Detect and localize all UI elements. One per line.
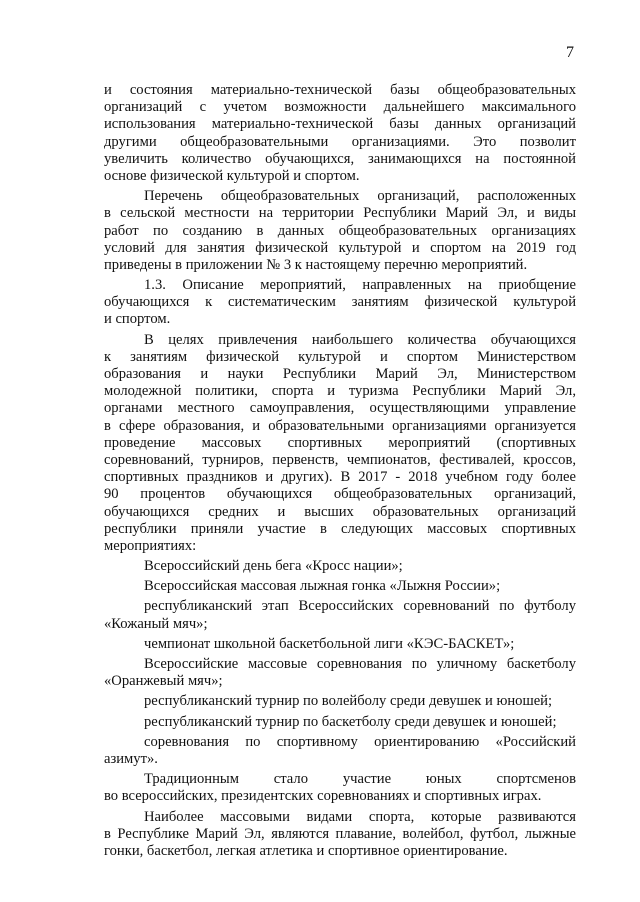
text-line: Всероссийский день бега «Кросс нации»; [144, 558, 403, 575]
text-line: проведение массовых спортивных мероприятий (спортивных [104, 434, 576, 451]
paragraph [104, 771, 576, 805]
text-line: приведены в приложении № 3 к настоящему перечню мероприятий. [104, 256, 528, 273]
text-line: работ по созданию в данных общеобразовательных организациях [104, 222, 576, 239]
text-line: 1.3. Описание мероприятий, направленных на приобщение [144, 277, 576, 294]
list-item [104, 656, 576, 690]
text-line: в Республике Марий Эл, являются плавание, волейбол, футбол, лыжные [104, 825, 576, 842]
text-line: В целях привлечения наибольшего количества обучающихся [144, 331, 576, 348]
list-item [104, 598, 576, 632]
text-line: республиканский турнир по волейболу среди девушек и юношей; [144, 693, 553, 710]
list-item [104, 636, 576, 653]
text-line: молодежной политики, спорта и туризма Республики Марий Эл, [104, 383, 576, 400]
paragraph [104, 809, 576, 861]
text-line: и состояния материально-технической базы общеобразовательных [104, 82, 576, 98]
text-line: Традиционным стало участие юных спортсменов [144, 771, 576, 788]
list-item [104, 578, 576, 595]
text-line: в сельской местности на территории Республики Марий Эл, и виды [104, 205, 576, 222]
text-line: в сфере образования, и образовательными организациями организуется [104, 417, 576, 434]
text-line: «Кожаный мяч»; [104, 615, 208, 632]
text-line: азимут». [104, 750, 158, 767]
text-line: другими общеобразовательными организациями. Это позволит [104, 133, 576, 150]
text-line: чемпионат школьной баскетбольной лиги «КЭС-БАСКЕТ»; [144, 635, 515, 652]
text-line: обучающихся к систематическим занятиям физической культурой [104, 294, 576, 311]
paragraph [104, 82, 576, 185]
text-line: обучающихся средних и высших образовательных организаций [104, 503, 576, 520]
list-item [104, 558, 576, 575]
text-line: 90 процентов обучающихся общеобразовательных организаций, [104, 486, 576, 503]
list-item [104, 714, 576, 731]
text-line: республиканский турнир по баскетболу среди девушек и юношей; [144, 713, 557, 730]
text-line: Всероссийская массовая лыжная гонка «Лыжня России»; [144, 578, 501, 595]
text-line: органами местного самоуправления, осуществляющими управление [104, 400, 576, 417]
text-line: республики приняли участие в следующих массовых спортивных [104, 520, 576, 537]
document-body [104, 82, 576, 860]
text-line: образования и науки Республики Марий Эл, Министерством [104, 366, 576, 382]
text-line: использования материально-технической базы данных организаций [104, 116, 576, 133]
text-line: организаций с учетом возможности дальнейшего максимального [104, 99, 576, 116]
list-item [104, 734, 576, 768]
paragraph [104, 332, 576, 555]
list-item [104, 693, 576, 710]
text-line: увеличить количество обучающихся, занимающихся на постоянной [104, 150, 576, 167]
text-line: соревнования по спортивному ориентированию «Российский [144, 733, 576, 750]
text-line: условий для занятия физической культурой и спортом на 2019 год [104, 239, 576, 256]
text-line: во всероссийских, президентских соревнованиях и спортивных играх. [104, 788, 542, 805]
text-line: и спортом. [104, 311, 171, 328]
page-number: 7 [566, 44, 574, 61]
text-line: Перечень общеобразовательных организаций, расположенных [144, 188, 576, 205]
text-line: соревнований, турниров, первенств, чемпионатов, фестивалей, кроссов, [104, 451, 576, 468]
text-line: «Оранжевый мяч»; [104, 673, 223, 690]
text-line: гонки, баскетбол, легкая атлетика и спортивное ориентирование. [104, 842, 508, 859]
section-heading-1-3 [104, 277, 576, 329]
text-line: Наиболее массовыми видами спорта, которые развиваются [144, 808, 576, 825]
text-line: спортивных праздников и других). В 2017 - 2018 учебном году более [104, 469, 576, 486]
text-line: мероприятиях: [104, 537, 197, 554]
text-line: к занятиям физической культурой и спортом Министерством [104, 348, 576, 365]
text-line: республиканский этап Всероссийских соревнований по футболу [144, 598, 576, 615]
text-line: Всероссийские массовые соревнования по уличному баскетболу [144, 656, 576, 672]
paragraph [104, 188, 576, 274]
text-line: основе физической культурой и спортом. [104, 167, 360, 184]
